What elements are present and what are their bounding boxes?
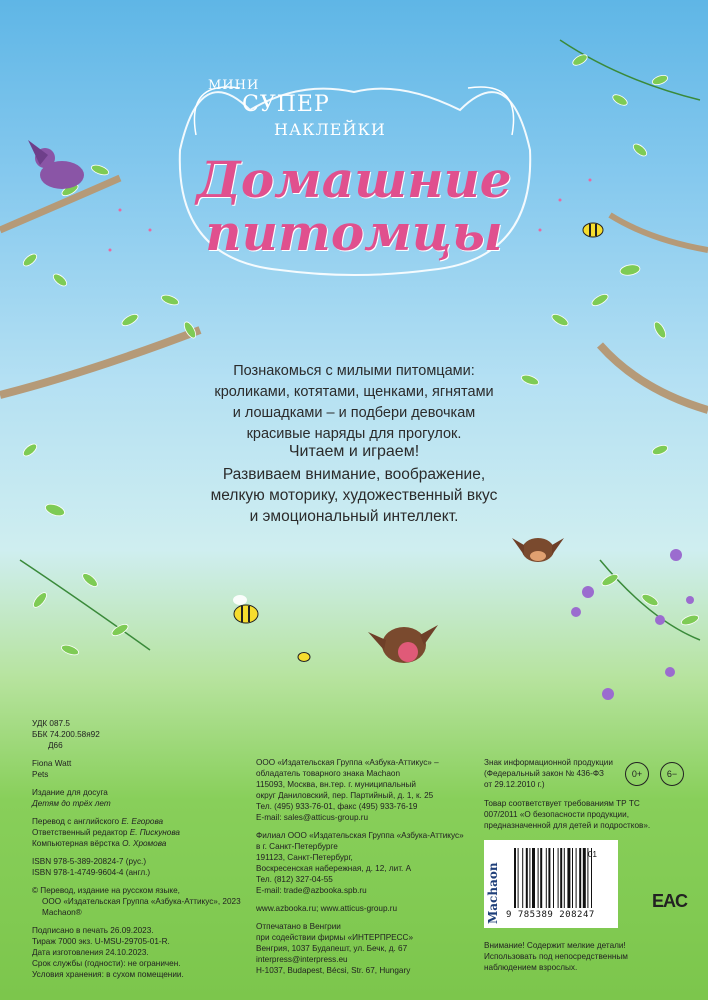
original-title: Pets <box>32 770 49 779</box>
title-line1: Домашние <box>196 150 512 209</box>
brown-bird <box>368 625 438 663</box>
barcode-number: 9 785389 208247 <box>506 910 595 920</box>
print-line: Тираж 7000 экз. U-MSU-29705-01-R. <box>32 937 170 946</box>
print-line: Подписано в печать 26.09.2023. <box>32 926 154 935</box>
age-badge-6: 6− <box>660 762 684 786</box>
sign-line: (Федеральный закон № 436-ФЗ <box>484 769 605 778</box>
author: Fiona Watt <box>32 759 72 768</box>
copyright-line: © Перевод, издание на русском языке, <box>32 886 180 895</box>
publisher-line: обладатель товарного знака Machaon <box>256 769 400 778</box>
description-line: кроликами, котятами, щенками, ягнятами <box>214 384 494 400</box>
description-line: мелкую моторику, художественный вкус <box>210 487 498 504</box>
editor-role: Ответственный редактор <box>32 828 128 837</box>
branch-line: Филиал ООО «Издательская Группа «Азбука-Аттикус» <box>256 831 464 840</box>
branch-line: Тел. (812) 327-04-55 <box>256 875 333 884</box>
branch-line: 191123, Санкт-Петербург, <box>256 853 353 862</box>
machaon-logo: Machaon <box>486 862 500 924</box>
translation: Перевод с английского <box>32 817 120 826</box>
branch-line: в г. Санкт-Петербурге <box>256 842 338 851</box>
sign-line: от 29.12.2010 г.) <box>484 780 545 789</box>
warning-line: Использовать под непосредственным <box>484 952 628 961</box>
description-line: красивые наряды для прогулок. <box>246 426 462 442</box>
udk: УДК 087.5 <box>32 719 70 728</box>
copyright-line: ООО «Издательская Группа «Азбука-Аттикус», 2023 <box>42 897 241 906</box>
warning <box>484 940 628 973</box>
barcode-suffix: 01 <box>588 850 597 859</box>
imprint-middle <box>256 757 464 976</box>
imprint-left <box>32 718 241 980</box>
layout-designer: О. Хромова <box>122 839 167 848</box>
translator: Е. Егорова <box>121 817 164 826</box>
publisher-line: E-mail: sales@atticus-group.ru <box>256 813 369 822</box>
layout-role: Компьютерная вёрстка <box>32 839 120 848</box>
print-line: Условия хранения: в сухом помещении. <box>32 970 184 979</box>
editor: Е. Пискунова <box>129 828 180 837</box>
printed-line: H-1037, Budapest, Bécsi, Str. 67, Hungary <box>256 966 411 975</box>
tr-line: 007/2011 «О безопасности продукции, <box>484 810 629 819</box>
publisher-line: 115093, Москва, вн.тер. г. муниципальный <box>256 780 416 789</box>
printed-line: при содействии фирмы «ИНТЕРПРЕСС» <box>256 933 414 942</box>
bbk: ББК 74.200.58я92 <box>32 730 100 739</box>
printed-line: Венгрия, 1037 Будапешт, ул. Бечк, д. 67 <box>256 944 408 953</box>
description-2 <box>0 464 708 527</box>
series-line1: МИНИ <box>208 78 260 93</box>
description-line: и лошадками – и подбери девочкам <box>232 405 476 421</box>
printed-line: interpress@interpress.eu <box>256 955 348 964</box>
publisher-line: ООО «Издательская Группа «Азбука-Аттикус» – <box>256 758 439 767</box>
series-line3: НАКЛЕЙКИ <box>274 120 386 139</box>
sign-line: Знак информационной продукции <box>484 758 613 767</box>
description-heading: Читаем и играем! <box>288 443 420 460</box>
warning-line: наблюдением взрослых. <box>484 963 578 972</box>
eac-mark: EAC <box>652 891 688 911</box>
description <box>0 361 708 445</box>
tr-line: предназначенной для детей и подростков». <box>484 821 651 830</box>
print-line: Срок службы (годности): не ограничен. <box>32 959 181 968</box>
age-badge-0: 0+ <box>625 762 649 786</box>
tr-line: Товар соответствует требованиям ТР ТС <box>484 799 640 808</box>
flowers <box>571 549 694 700</box>
branch-line: E-mail: trade@azbooka.spb.ru <box>256 886 367 895</box>
branch-line: Воскресенская набережная, д. 12, лит. А <box>256 864 412 873</box>
edition: Издание для досуга <box>32 788 108 797</box>
brown-bird-small <box>512 538 564 562</box>
isbn-en: ISBN 978-1-4749-9604-4 (англ.) <box>32 868 151 877</box>
tr-ts-note <box>484 798 650 831</box>
isbn-ru: ISBN 978-5-389-20824-7 (рус.) <box>32 857 147 866</box>
series-line2: СУПЕР <box>242 92 330 117</box>
description-line: и эмоциональный интеллект. <box>249 508 459 525</box>
warning-line: Внимание! Содержит мелкие детали! <box>484 941 626 950</box>
publisher-line: округ Даниловский, пер. Партийный, д. 1, к. 25 <box>256 791 434 800</box>
info-sign <box>484 757 613 790</box>
description-line: Развиваем внимание, воображение, <box>222 466 486 483</box>
publisher-line: Тел. (495) 933-76-01, факс (495) 933-76-19 <box>256 802 418 811</box>
website: www.azbooka.ru; www.atticus-group.ru <box>256 904 398 913</box>
title-line2: питомцы <box>205 203 503 262</box>
barcode <box>484 840 618 928</box>
copyright-line: Machaon® <box>42 908 82 917</box>
printed-line: Отпечатано в Венгрии <box>256 922 341 931</box>
age-note: Детям до трёх лет <box>32 799 111 808</box>
author-code: Д66 <box>48 741 63 750</box>
print-line: Дата изготовления 24.10.2023. <box>32 948 149 957</box>
description-line: Познакомься с милыми питомцами: <box>233 363 475 379</box>
